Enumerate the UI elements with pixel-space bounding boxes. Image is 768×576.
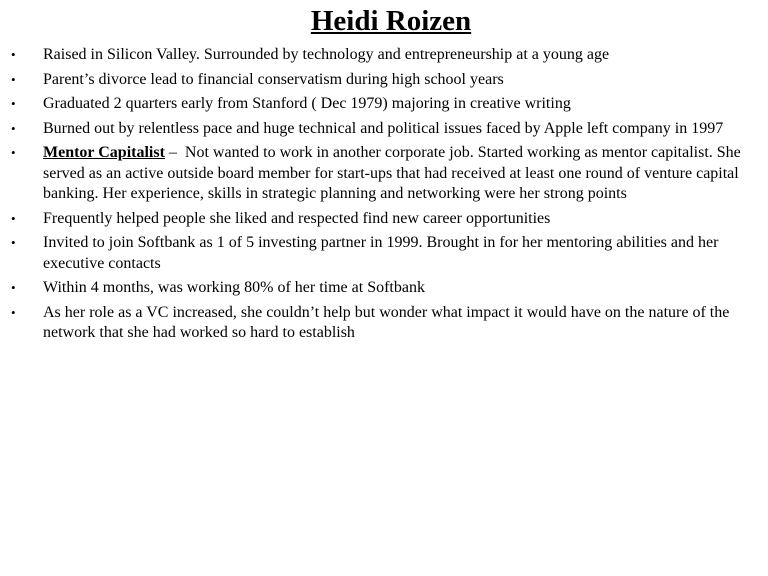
bullet-text: Not wanted to work in another corporate job. Started working as mentor capitalist. She served as an active outside board member for start-ups that had received at least one round of venture capital banking. Her experience, skills in strategic planning and networking were her strong points bbox=[43, 144, 741, 202]
bullet-icon: • bbox=[11, 71, 16, 87]
bullet-text: Raised in Silicon Valley. Surrounded by technology and entrepreneurship at a young age bbox=[43, 46, 610, 63]
bullet-item bbox=[0, 119, 768, 140]
bullet-text: Invited to join Softbank as 1 of 5 investing partner in 1999. Brought in for her mentoring abilities and her executive contacts bbox=[43, 234, 719, 272]
bullet-item bbox=[0, 303, 768, 344]
bullet-text: Burned out by relentless pace and huge technical and political issues faced by Apple left company in 1997 bbox=[43, 119, 724, 137]
bullet-item bbox=[0, 233, 768, 274]
bullet-item bbox=[0, 45, 768, 66]
bullet-dash: – bbox=[164, 144, 185, 161]
bullet-item bbox=[0, 278, 768, 299]
bullet-item bbox=[0, 70, 768, 91]
bullet-icon: • bbox=[11, 47, 16, 62]
bullet-list bbox=[0, 45, 768, 348]
bullet-icon: • bbox=[11, 96, 16, 111]
bullet-icon: • bbox=[11, 210, 16, 226]
bullet-item bbox=[0, 143, 768, 205]
bullet-icon: • bbox=[11, 304, 16, 320]
bullet-item bbox=[0, 209, 768, 230]
bullet-text: Graduated 2 quarters early from Stanford ( Dec 1979) majoring in creative writing bbox=[43, 95, 571, 112]
bullet-icon: • bbox=[11, 280, 16, 295]
bullet-icon: • bbox=[11, 120, 16, 136]
bullet-text: Within 4 months, was working 80% of her time at Softbank bbox=[43, 279, 425, 296]
bullet-icon: • bbox=[11, 235, 16, 250]
bullet-text: As her role as a VC increased, she couldn’t help but wonder what impact it would have on the nature of the network that she had worked so hard to establish bbox=[43, 303, 730, 341]
bullet-text: Frequently helped people she liked and respected find new career opportunities bbox=[43, 209, 551, 227]
slide-title: Heidi Roizen bbox=[310, 5, 472, 37]
bullet-icon: • bbox=[11, 145, 16, 160]
bullet-text: Parent’s divorce lead to financial conservatism during high school years bbox=[43, 70, 504, 88]
bullet-lead-term: Mentor Capitalist bbox=[43, 144, 165, 161]
bullet-item bbox=[0, 94, 768, 115]
